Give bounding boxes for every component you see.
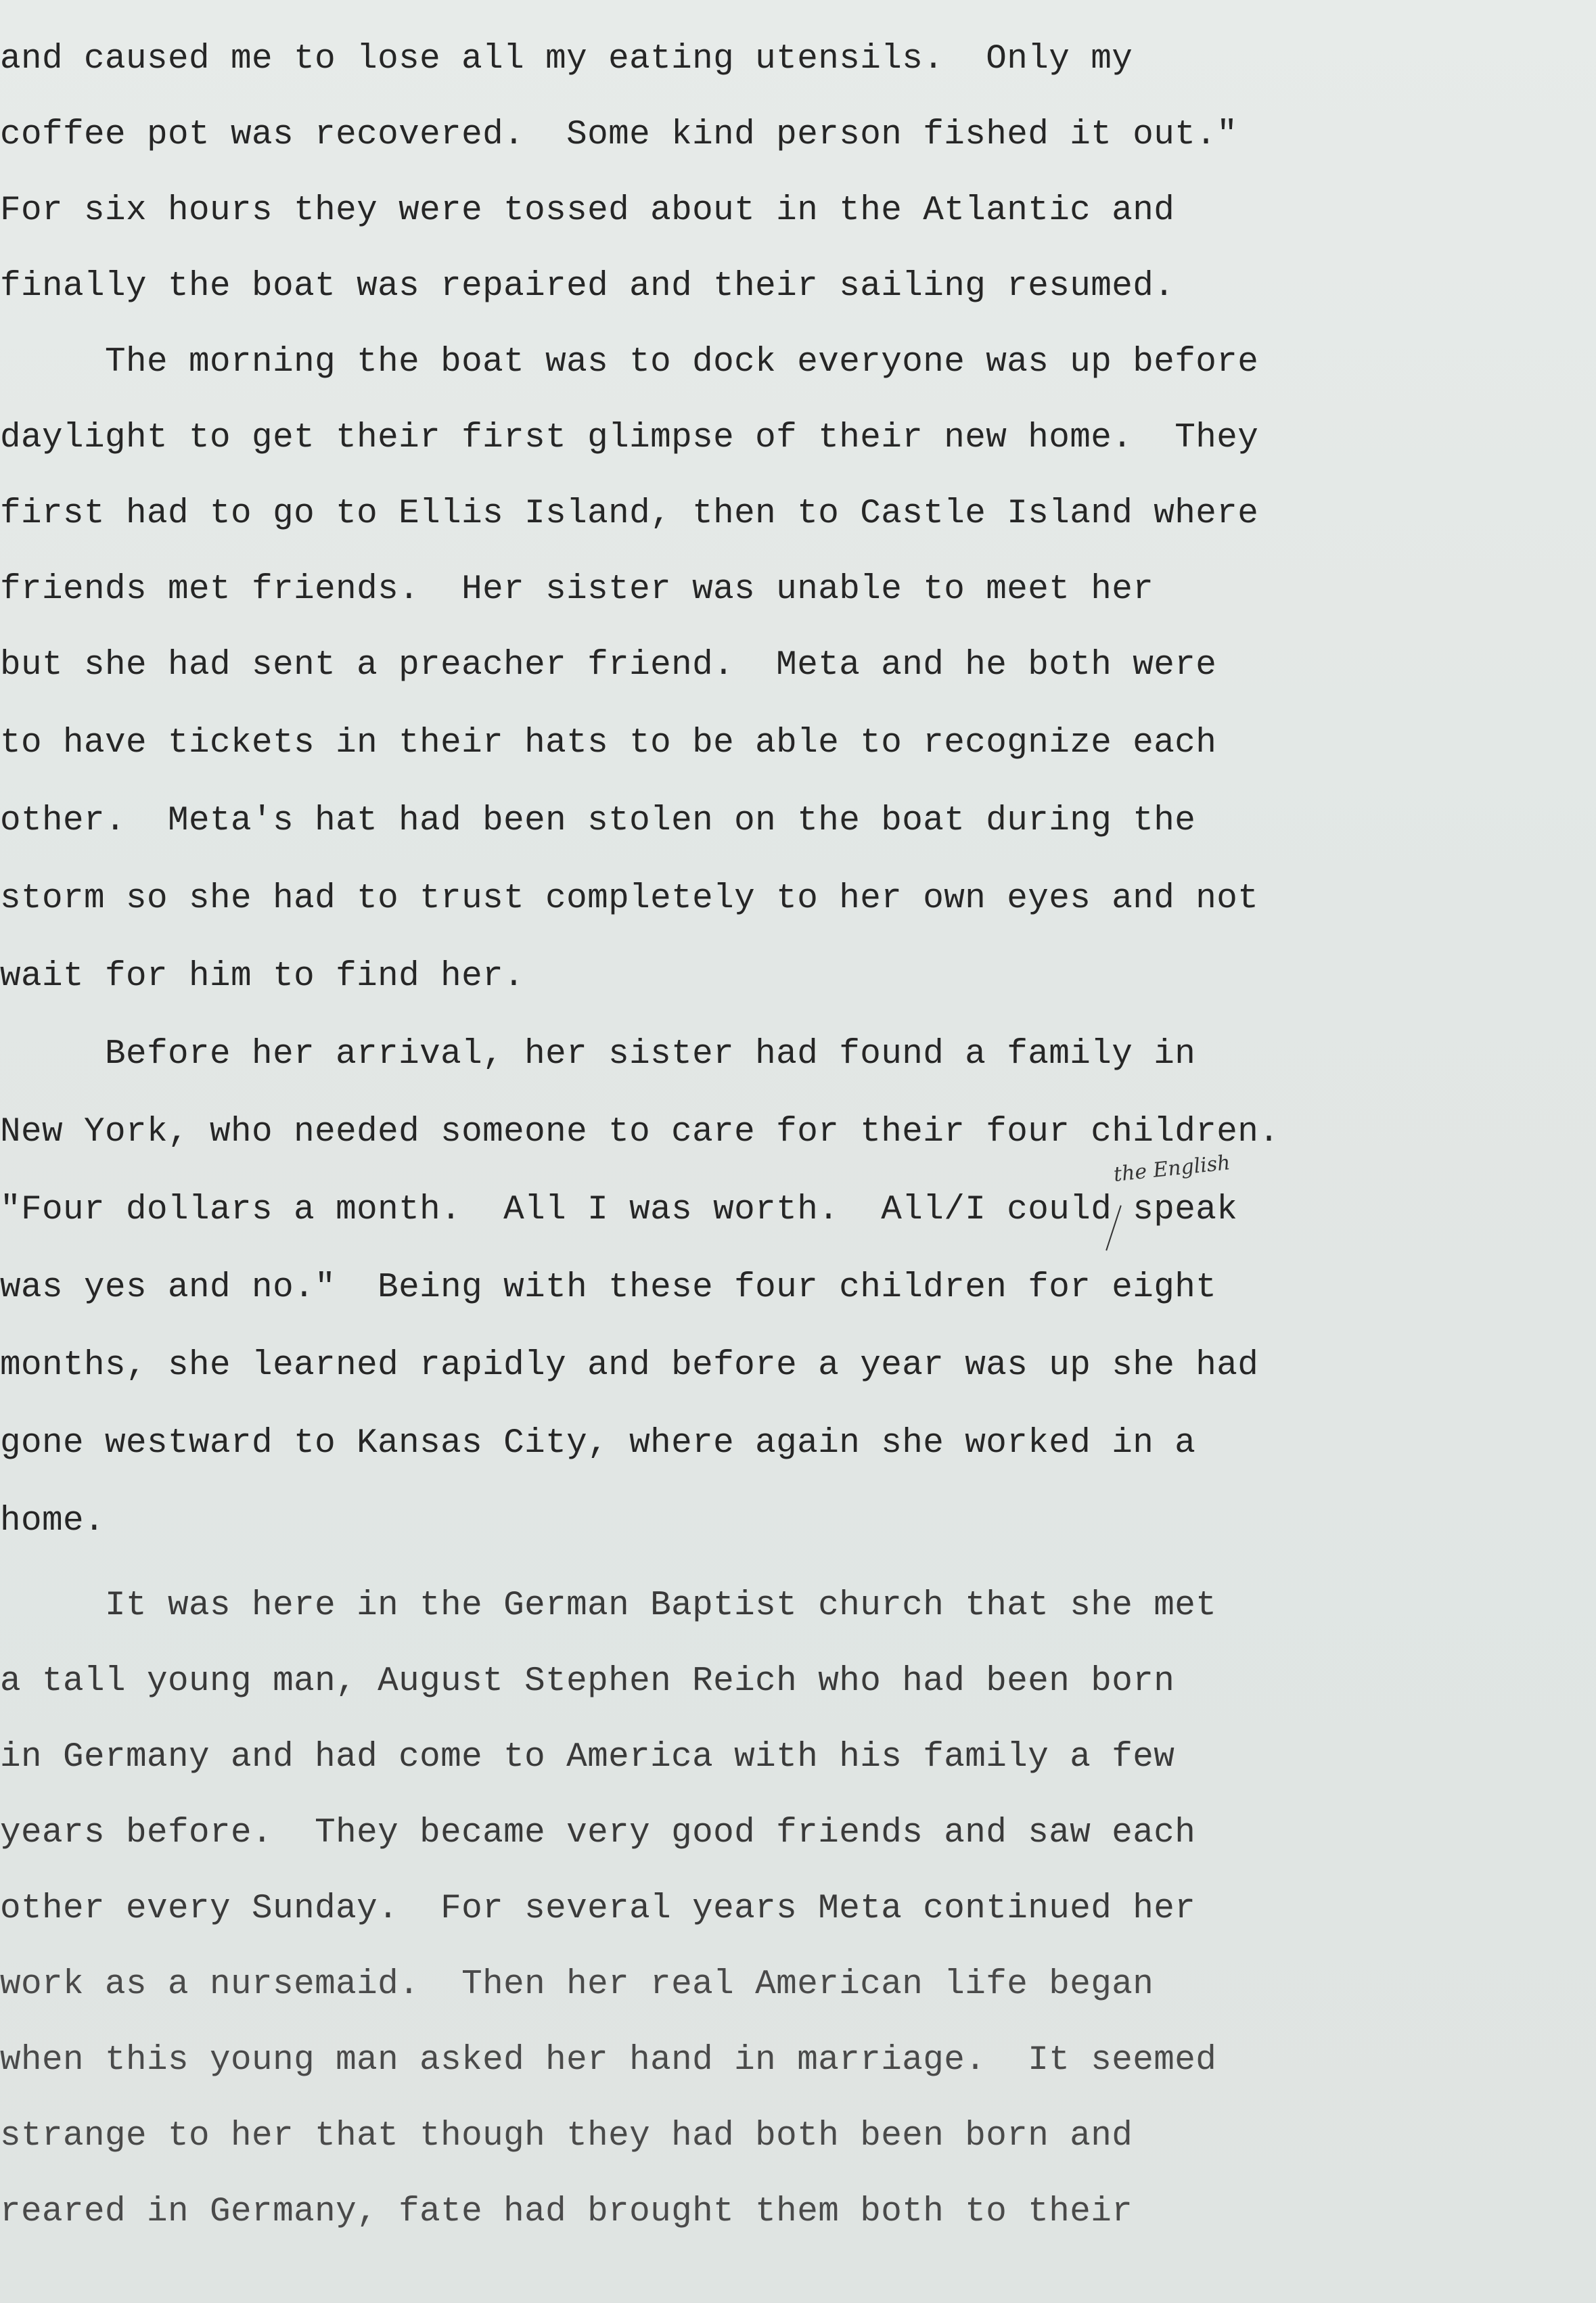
text-line: wait for him to find her.: [0, 957, 525, 996]
text-line: storm so she had to trust completely to her own eyes and not: [0, 880, 1259, 918]
text-line: friends met friends. Her sister was unable to meet her: [0, 570, 1154, 609]
text-line: months, she learned rapidly and before a year was up she had: [0, 1346, 1259, 1385]
text-line: other. Meta's hat had been stolen on the boat during the: [0, 802, 1196, 840]
text-line: to have tickets in their hats to be able to recognize each: [0, 724, 1217, 762]
text-line: Before her arrival, her sister had found a family in: [0, 1035, 1196, 1074]
handwritten-annotation: the English: [1112, 1151, 1232, 1187]
text-line: other every Sunday. For several years Meta continued her: [0, 1890, 1196, 1928]
text-line: work as a nursemaid. Then her real American life began: [0, 1965, 1154, 2004]
text-line: reared in Germany, fate had brought them both to their: [0, 2193, 1133, 2231]
text-line: first had to go to Ellis Island, then to Castle Island where: [0, 495, 1259, 533]
text-line: It was here in the German Baptist church that she met: [0, 1587, 1217, 1625]
text-line: finally the boat was repaired and their sailing resumed.: [0, 267, 1175, 306]
text-line: The morning the boat was to dock everyone was up before: [0, 343, 1259, 382]
text-line: and caused me to lose all my eating utensils. Only my: [0, 40, 1133, 78]
text-line: but she had sent a preacher friend. Meta and he both were: [0, 646, 1217, 685]
text-line: gone westward to Kansas City, where again she worked in a: [0, 1424, 1196, 1463]
text-line: home.: [0, 1502, 106, 1541]
text-line: was yes and no." Being with these four children for eight: [0, 1269, 1217, 1307]
text-line: in Germany and had come to America with his family a few: [0, 1738, 1175, 1777]
text-line: daylight to get their first glimpse of their new home. They: [0, 419, 1259, 457]
text-line: New York, who needed someone to care for their four children.: [0, 1113, 1280, 1152]
text-line: a tall young man, August Stephen Reich who had been born: [0, 1662, 1175, 1701]
text-line: For six hours they were tossed about in the Atlantic and: [0, 191, 1175, 230]
text-line: strange to her that though they had both been born and: [0, 2117, 1133, 2156]
text-line: when this young man asked her hand in marriage. It seemed: [0, 2041, 1217, 2080]
text-line: "Four dollars a month. All I was worth. All/I could speak: [0, 1191, 1238, 1229]
text-line: coffee pot was recovered. Some kind person fished it out.": [0, 116, 1238, 154]
text-line: years before. They became very good friends and saw each: [0, 1814, 1196, 1852]
